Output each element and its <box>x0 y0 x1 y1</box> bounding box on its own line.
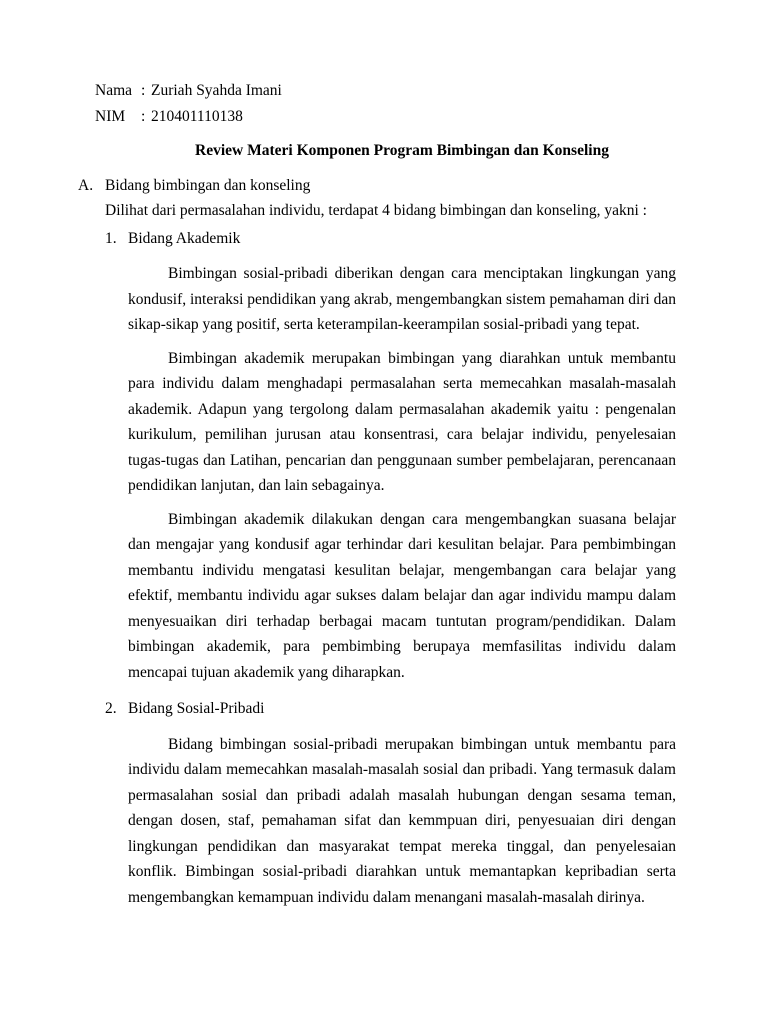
paragraph: Bimbingan sosial-pribadi diberikan dengan cara menciptakan lingkungan yang kondusif, interaksi pendidikan yang akrab, mengembangkan sistem pemahaman diri dan sikap-sikap yang positif, serta keterampilan-keerampilan sosial-pribadi yang tepat. <box>128 265 676 333</box>
identity-value-nim: 210401110138 <box>151 107 243 125</box>
identity-separator-nama: : <box>141 82 146 99</box>
list-item-2-label: Bidang Sosial-Pribadi <box>128 700 265 717</box>
identity-value-nama: Zuriah Syahda Imani <box>151 82 282 99</box>
page-title: Review Materi Komponen Program Bimbingan dan Konseling <box>195 142 609 159</box>
identity-block <box>78 78 676 129</box>
identity-row-nim <box>95 104 676 130</box>
identity-separator-nim: : <box>141 107 146 125</box>
section-a-intro: Dilihat dari permasalahan individu, terdapat 4 bidang bimbingan dan konseling, yakni : <box>105 202 647 219</box>
identity-row-nama <box>95 78 676 104</box>
paragraph: Bimbingan akademik merupakan bimbingan yang diarahkan untuk membantu para individu dalam menghadapi permasalahan serta memecahkan masalah-masalah akademik. Adapun yang tergolong dalam permasalahan akademik yaitu : pengenalan kurikulum, pemilihan jurusan atau konsentrasi, cara belajar individu, penyelesaian tugas-tugas dan Latihan, pencarian dan penggunaan sumber pembelajaran, perencanaan pendidikan lanjutan, dan lain sebagainya. <box>128 349 676 494</box>
identity-label-nim: NIM <box>95 107 126 125</box>
list-item-2-marker: 2. <box>105 700 117 717</box>
spacer <box>78 685 676 694</box>
paragraph: Bidang bimbingan sosial-pribadi merupakan bimbingan untuk membantu para individu dalam memecahkan masalah-masalah sosial dan pribadi. Yang termasuk dalam permasalahan sosial dan pribadi adalah masalah hubungan dengan sesama teman, dengan dosen, staf, pemahaman sifat dan kemmpuan diri, penyesuaian diri dengan lingkungan pendidikan dan masyarakat tempat mereka tinggal, dan penyelesaian konflik. Bimbingan sosial-pribadi diarahkan untuk memantapkan kepribadian serta mengembangkan kemampuan individu dalam menangani masalah-masalah dirinya. <box>128 735 676 906</box>
section-a-label: Bidang bimbingan dan konseling <box>105 176 311 194</box>
list-item-2-heading <box>105 696 676 722</box>
list-item-1-marker: 1. <box>105 229 117 247</box>
section-a-heading <box>78 173 676 199</box>
section-a-marker: A. <box>78 176 94 194</box>
identity-label-nama: Nama <box>95 82 133 99</box>
paragraph: Bimbingan akademik dilakukan dengan cara mengembangkan suasana belajar dan mengajar yang kondusif agar terhindar dari kesulitan belajar. Para pembimbingan membantu individu mengatasi kesulitan belajar, mengembangan cara belajar yang efektif, membantu individu agar sukses dalam belajar dan agar individu mampu dalam menyesuaikan diri terhadap berbagai macam tuntutan program/pendidikan. Dalam bimbingan akademik, para pembimbing berupaya memfasilitas individu dalam mencapai tujuan akademik yang diharapkan. <box>128 510 676 681</box>
list-item-1-heading <box>105 226 676 252</box>
list-item-1-label: Bidang Akademik <box>128 229 241 247</box>
